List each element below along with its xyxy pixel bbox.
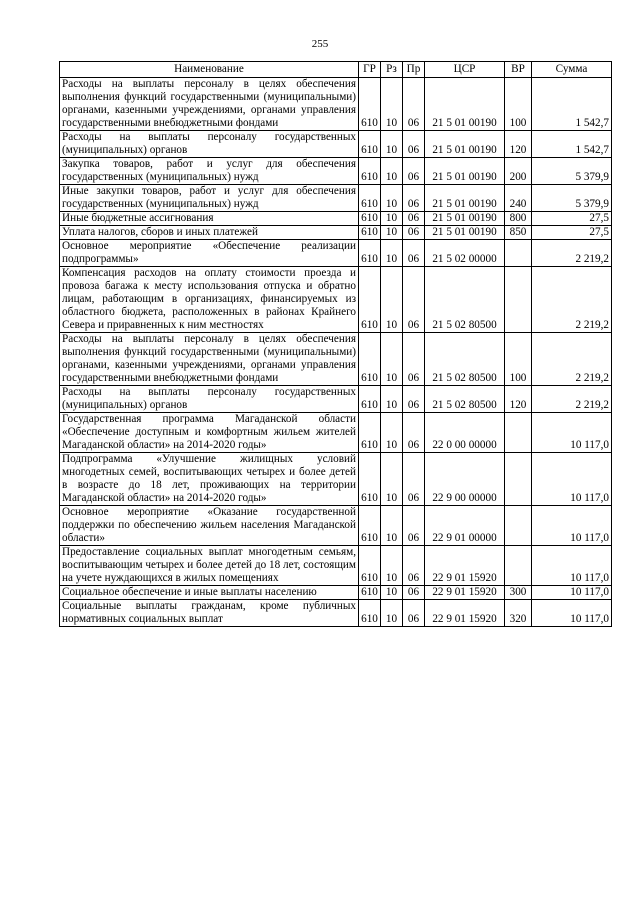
row-sum-cell: 2 219,2 — [532, 386, 612, 413]
row-name-cell: Расходы на выплаты персоналу государственных (муниципальных) органов — [60, 386, 359, 413]
table-row — [60, 453, 612, 506]
row-vr-cell — [505, 240, 532, 267]
row-gr-cell: 610 — [359, 453, 381, 506]
row-pr-cell: 06 — [403, 212, 425, 226]
row-name-cell: Закупка товаров, работ и услуг для обеспечения государственных (муниципальных) нужд — [60, 158, 359, 185]
row-name-cell: Расходы на выплаты персоналу в целях обеспечения выполнения функций государственными (муниципальными) органами, казенными учреждениями, органами управления государственными внебюджетными фондами — [60, 78, 359, 131]
row-csr-cell: 22 9 01 15920 — [425, 586, 505, 600]
row-sum-cell: 10 117,0 — [532, 453, 612, 506]
table-row — [60, 158, 612, 185]
row-csr-cell: 21 5 01 00190 — [425, 78, 505, 131]
row-name-cell: Иные закупки товаров, работ и услуг для обеспечения государственных (муниципальных) нужд — [60, 185, 359, 212]
column-header-sum: Сумма — [532, 62, 612, 78]
row-rz-cell: 10 — [381, 600, 403, 627]
row-sum-cell: 10 117,0 — [532, 600, 612, 627]
row-vr-cell — [505, 413, 532, 453]
row-csr-cell: 21 5 01 00190 — [425, 212, 505, 226]
row-csr-cell: 22 9 01 15920 — [425, 600, 505, 627]
page-number: 255 — [311, 38, 329, 50]
row-rz-cell: 10 — [381, 586, 403, 600]
row-rz-cell: 10 — [381, 506, 403, 546]
row-pr-cell: 06 — [403, 240, 425, 267]
row-name-cell: Расходы на выплаты персоналу в целях обеспечения выполнения функций государственными (муниципальными) органами, казенными учреждениями, органами управления государственными внебюджетными фондами — [60, 333, 359, 386]
row-vr-cell: 100 — [505, 333, 532, 386]
row-csr-cell: 21 5 02 80500 — [425, 386, 505, 413]
row-sum-cell: 10 117,0 — [532, 506, 612, 546]
row-csr-cell: 22 9 01 00000 — [425, 506, 505, 546]
row-rz-cell: 10 — [381, 333, 403, 386]
row-pr-cell: 06 — [403, 386, 425, 413]
row-sum-cell: 10 117,0 — [532, 546, 612, 586]
row-name-cell: Уплата налогов, сборов и иных платежей — [60, 226, 359, 240]
row-csr-cell: 21 5 01 00190 — [425, 158, 505, 185]
row-gr-cell: 610 — [359, 131, 381, 158]
row-rz-cell: 10 — [381, 413, 403, 453]
row-vr-cell: 100 — [505, 78, 532, 131]
table-row — [60, 600, 612, 627]
row-pr-cell: 06 — [403, 506, 425, 546]
row-rz-cell: 10 — [381, 185, 403, 212]
row-vr-cell: 300 — [505, 586, 532, 600]
row-pr-cell: 06 — [403, 226, 425, 240]
column-header-vr: ВР — [505, 62, 532, 78]
row-gr-cell: 610 — [359, 212, 381, 226]
row-gr-cell: 610 — [359, 386, 381, 413]
budget-table — [59, 61, 612, 627]
row-name-cell: Социальные выплаты гражданам, кроме публичных нормативных социальных выплат — [60, 600, 359, 627]
table-row — [60, 546, 612, 586]
row-gr-cell: 610 — [359, 240, 381, 267]
table-row — [60, 333, 612, 386]
row-pr-cell: 06 — [403, 546, 425, 586]
row-csr-cell: 22 9 01 15920 — [425, 546, 505, 586]
row-sum-cell: 2 219,2 — [532, 333, 612, 386]
row-sum-cell: 1 542,7 — [532, 78, 612, 131]
table-row — [60, 226, 612, 240]
row-vr-cell: 120 — [505, 386, 532, 413]
row-gr-cell: 610 — [359, 226, 381, 240]
row-vr-cell: 850 — [505, 226, 532, 240]
row-csr-cell: 21 5 02 80500 — [425, 333, 505, 386]
row-rz-cell: 10 — [381, 226, 403, 240]
row-csr-cell: 21 5 01 00190 — [425, 226, 505, 240]
table-row — [60, 78, 612, 131]
row-gr-cell: 610 — [359, 586, 381, 600]
column-header-rz: Рз — [381, 62, 403, 78]
table-row — [60, 185, 612, 212]
row-gr-cell: 610 — [359, 78, 381, 131]
row-name-cell: Предоставление социальных выплат многодетным семьям, воспитывающим четырех и более детей до 18 лет, состоящим на учете нуждающихся в жилых помещениях — [60, 546, 359, 586]
row-name-cell: Основное мероприятие «Обеспечение реализации подпрограммы» — [60, 240, 359, 267]
table-row — [60, 267, 612, 333]
row-rz-cell: 10 — [381, 212, 403, 226]
row-pr-cell: 06 — [403, 600, 425, 627]
row-gr-cell: 610 — [359, 185, 381, 212]
column-header-name: Наименование — [60, 62, 359, 78]
row-gr-cell: 610 — [359, 413, 381, 453]
row-pr-cell: 06 — [403, 453, 425, 506]
table-header-row — [60, 62, 612, 78]
row-rz-cell: 10 — [381, 78, 403, 131]
table-row — [60, 586, 612, 600]
row-gr-cell: 610 — [359, 600, 381, 627]
row-sum-cell: 5 379,9 — [532, 158, 612, 185]
row-sum-cell: 1 542,7 — [532, 131, 612, 158]
row-rz-cell: 10 — [381, 546, 403, 586]
row-name-cell: Расходы на выплаты персоналу государственных (муниципальных) органов — [60, 131, 359, 158]
row-name-cell: Государственная программа Магаданской области «Обеспечение доступным и комфортным жильем жителей Магаданской области» на 2014-2020 годы» — [60, 413, 359, 453]
row-sum-cell: 27,5 — [532, 226, 612, 240]
row-name-cell: Иные бюджетные ассигнования — [60, 212, 359, 226]
row-sum-cell: 2 219,2 — [532, 267, 612, 333]
row-pr-cell: 06 — [403, 586, 425, 600]
row-vr-cell: 320 — [505, 600, 532, 627]
row-gr-cell: 610 — [359, 333, 381, 386]
row-pr-cell: 06 — [403, 185, 425, 212]
row-sum-cell: 10 117,0 — [532, 586, 612, 600]
row-gr-cell: 610 — [359, 506, 381, 546]
row-name-cell: Подпрограмма «Улучшение жилищных условий многодетных семей, воспитывающих четырех и более детей в возрасте до 18 лет, проживающих на территории Магаданской области» на 2014-2020 годы» — [60, 453, 359, 506]
row-rz-cell: 10 — [381, 240, 403, 267]
row-sum-cell: 2 219,2 — [532, 240, 612, 267]
row-rz-cell: 10 — [381, 267, 403, 333]
row-pr-cell: 06 — [403, 267, 425, 333]
row-vr-cell — [505, 453, 532, 506]
column-header-gr: ГР — [359, 62, 381, 78]
table-body — [60, 78, 612, 627]
row-pr-cell: 06 — [403, 333, 425, 386]
row-vr-cell: 200 — [505, 158, 532, 185]
row-csr-cell: 21 5 01 00190 — [425, 185, 505, 212]
column-header-csr: ЦСР — [425, 62, 505, 78]
row-sum-cell: 27,5 — [532, 212, 612, 226]
column-header-pr: Пр — [403, 62, 425, 78]
row-vr-cell: 120 — [505, 131, 532, 158]
table-row — [60, 131, 612, 158]
row-pr-cell: 06 — [403, 78, 425, 131]
table-row — [60, 240, 612, 267]
row-csr-cell: 21 5 02 00000 — [425, 240, 505, 267]
row-csr-cell: 21 5 02 80500 — [425, 267, 505, 333]
row-vr-cell: 800 — [505, 212, 532, 226]
row-pr-cell: 06 — [403, 413, 425, 453]
row-rz-cell: 10 — [381, 158, 403, 185]
row-sum-cell: 10 117,0 — [532, 413, 612, 453]
row-name-cell: Социальное обеспечение и иные выплаты населению — [60, 586, 359, 600]
row-name-cell: Компенсация расходов на оплату стоимости проезда и провоза багажа к месту использования отпуска и обратно лицам, работающим в организациях, финансируемых из областного бюджета, расположенных в районах Крайнего Севера и приравненных к ним местностях — [60, 267, 359, 333]
row-gr-cell: 610 — [359, 267, 381, 333]
row-rz-cell: 10 — [381, 386, 403, 413]
row-csr-cell: 22 9 00 00000 — [425, 453, 505, 506]
row-rz-cell: 10 — [381, 453, 403, 506]
row-pr-cell: 06 — [403, 131, 425, 158]
table-row — [60, 386, 612, 413]
row-vr-cell — [505, 506, 532, 546]
row-gr-cell: 610 — [359, 546, 381, 586]
row-vr-cell: 240 — [505, 185, 532, 212]
row-vr-cell — [505, 267, 532, 333]
table-row — [60, 506, 612, 546]
table-row — [60, 413, 612, 453]
row-sum-cell: 5 379,9 — [532, 185, 612, 212]
row-pr-cell: 06 — [403, 158, 425, 185]
row-csr-cell: 22 0 00 00000 — [425, 413, 505, 453]
row-rz-cell: 10 — [381, 131, 403, 158]
row-gr-cell: 610 — [359, 158, 381, 185]
row-name-cell: Основное мероприятие «Оказание государственной поддержки по обеспечению жильем населения Магаданской области» — [60, 506, 359, 546]
row-vr-cell — [505, 546, 532, 586]
row-csr-cell: 21 5 01 00190 — [425, 131, 505, 158]
table-row — [60, 212, 612, 226]
